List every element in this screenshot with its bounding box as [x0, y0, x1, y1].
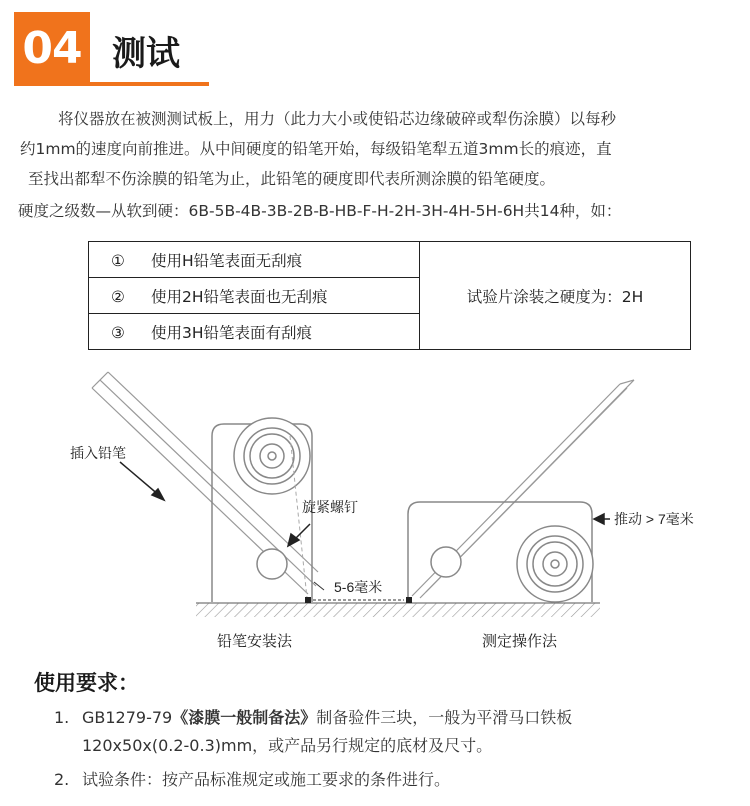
insert-arrow	[120, 462, 164, 500]
row-index: ②	[111, 287, 125, 306]
intro-paragraph	[20, 104, 735, 194]
caption-right: 测定操作法	[482, 633, 558, 650]
section-title: 测试	[112, 34, 180, 74]
item-bold-text: 《漆膜一般制备法》	[172, 708, 317, 727]
row-index: ①	[111, 251, 125, 270]
caption-left: 铅笔安装法	[217, 633, 293, 650]
requirement-item	[54, 766, 450, 794]
intro-line: 至找出都犁不伤涂膜的铅笔为止，此铅笔的硬度即代表所测涂膜的铅笔硬度。	[28, 170, 556, 188]
conclusion-cell: 试验片涂装之硬度为：2H	[420, 242, 691, 350]
pencil-tester-diagram	[0, 366, 750, 656]
intro-line: 将仪器放在被测测试板上，用力（此力大小或使铅芯边缘破碎或犁伤涂膜）以每秒	[58, 110, 617, 128]
push-arrow	[594, 514, 610, 524]
result-table	[88, 241, 691, 350]
item-text: GB1279-79	[82, 708, 173, 727]
requirement-item-continued: 120x50x(0.2-0.3)mm，或产品另行规定的底材及尺寸。	[82, 736, 493, 755]
section-header	[14, 12, 209, 86]
item-text: 制备验件三块，一般为平滑马口铁板	[316, 708, 573, 727]
label-push: 推动 > 7毫米	[614, 511, 694, 527]
row-text: 使用2H铅笔表面也无刮痕	[151, 287, 328, 306]
item-number: 1.	[54, 708, 70, 727]
table-cell	[89, 278, 420, 314]
section-number: 04	[14, 12, 90, 86]
grades-line: 硬度之级数—从软到硬：6B-5B-4B-3B-2B-B-HB-F-H-2H-3H-4H-5H-6H共14种，如：	[18, 202, 622, 220]
requirements-title: 使用要求：	[34, 671, 139, 695]
intro-line: 约1mm的速度向前推进。从中间硬度的铅笔开始，每级铅笔犁五道3mm长的痕迹，直	[20, 140, 612, 158]
title-underline	[90, 82, 209, 86]
ground-surface	[196, 603, 600, 617]
row-index: ③	[111, 323, 125, 342]
requirement-item	[54, 704, 572, 732]
label-distance: 5-6毫米	[334, 579, 383, 595]
table-cell	[89, 242, 420, 278]
item-text: 试验条件：按产品标准规定或施工要求的条件进行。	[82, 770, 451, 789]
screw-arrow	[288, 524, 310, 546]
left-tester-body	[212, 418, 312, 602]
row-text: 使用H铅笔表面无刮痕	[151, 251, 303, 270]
table-cell	[89, 314, 420, 350]
row-text: 使用3H铅笔表面有刮痕	[151, 323, 313, 342]
label-tighten-screw: 旋紧螺钉	[302, 499, 358, 515]
label-insert-pencil: 插入铅笔	[70, 445, 126, 461]
item-number: 2.	[54, 770, 70, 789]
table-row	[89, 242, 691, 278]
